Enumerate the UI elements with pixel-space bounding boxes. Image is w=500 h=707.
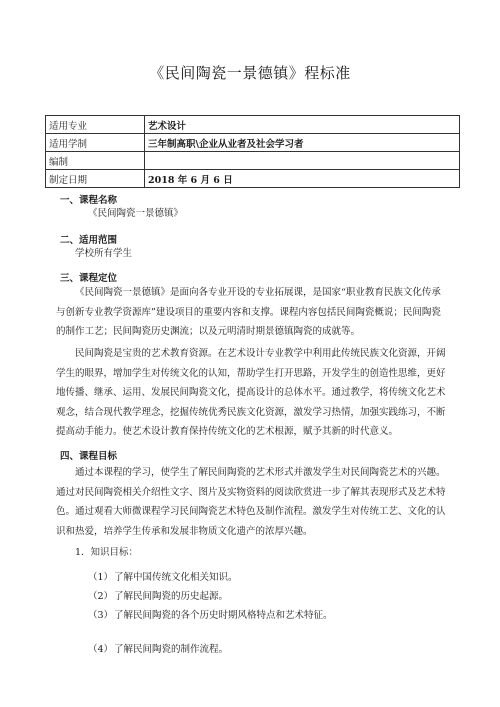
list-item-text: 了解民间陶瓷的制作流程。 (114, 644, 229, 655)
list-item (88, 588, 228, 602)
list-item (88, 641, 228, 655)
course-name-text: 《民间陶瓷一景德镇》 (88, 208, 184, 219)
list-item-text: 了解民间陶瓷的历史起源。 (114, 591, 229, 602)
table-row (46, 134, 460, 152)
list-item-number: （1） (88, 572, 114, 583)
info-value: 三年制高职\企业从业者及社会学习者 (145, 134, 460, 152)
list-item-number: （4） (88, 644, 114, 655)
info-label: 编制 (46, 152, 145, 170)
table-row (46, 116, 460, 134)
section-heading-objectives: 四、课程目标 (60, 451, 118, 462)
info-label: 制定日期 (46, 170, 145, 188)
info-label: 适用专业 (46, 116, 145, 134)
section-heading-positioning: 三、课程定位 (60, 273, 118, 284)
section-heading-scope: 二、适用范围 (60, 235, 118, 246)
list-item-text: 了解民间陶瓷的各个历史时期风格特点和艺术特征。 (114, 610, 333, 621)
scope-text: 学校所有学生 (75, 248, 133, 259)
objectives-paragraph: 通过本课程的学习，使学生了解民间陶瓷的艺术形式并激发学生对民间陶瓷艺术的兴趣。通过对民间陶瓷相关介绍性文字、图片及实物资料的阅读欣赏进一步了解其表现形式及艺术特色。通过观看大师微课程学习民间陶瓷艺术特色及制作流程。激发学生对传统工艺、文化的认识和热爱，培养学生传承和发展非物质文化遗产的浓厚兴趣。 (56, 467, 446, 537)
list-item (88, 607, 333, 621)
list-item (88, 569, 238, 583)
list-item-number: （2） (88, 591, 114, 602)
info-value: 2018 年 6 月 6 日 (145, 170, 460, 188)
positioning-paragraph-2: 民间陶瓷是宝贵的艺术教育资源。在艺术设计专业教学中利用此传统民族文化资源，开阔学生的眼界，增加学生对传统文化的认知，帮助学生打开思路，开发学生的创造性思维，更好地传播、继承、运用、发展民间陶瓷文化，提高设计的总体水平。通过教学，将传统文化艺术观念，结合现代教学理念，挖掘传统优秀民族文化资源，激发学习热情，加强实践练习，不断提高动手能力。使艺术设计教育保持传统文化的艺术根源，赋予其新的时代意义。 (56, 348, 446, 437)
positioning-paragraph-1: 《民间陶瓷一景德镇》是面向各专业开设的专业拓展课，是国家“职业教育民族文化传承与创新专业教学资源库”建设项目的重要内容和支撑。课程内容包括民间陶瓷概说；民间陶瓷的制作工艺；民间陶瓷历史渊流；以及元明清时期景德镇陶瓷的成就等。 (56, 287, 441, 337)
course-info-table (45, 115, 460, 188)
info-label: 适用学制 (46, 134, 145, 152)
table-row (46, 170, 460, 188)
knowledge-objectives-heading: 1．知识目标： (75, 547, 139, 558)
info-value (145, 152, 460, 170)
table-row (46, 152, 460, 170)
list-item-number: （3） (88, 610, 114, 621)
section-heading-course-name: 一、课程名称 (60, 195, 118, 206)
list-item-text: 了解中国传统文化相关知识。 (114, 572, 238, 583)
info-value: 艺术设计 (145, 116, 460, 134)
document-title: 《民间陶瓷一景德镇》程标准 (149, 64, 351, 82)
